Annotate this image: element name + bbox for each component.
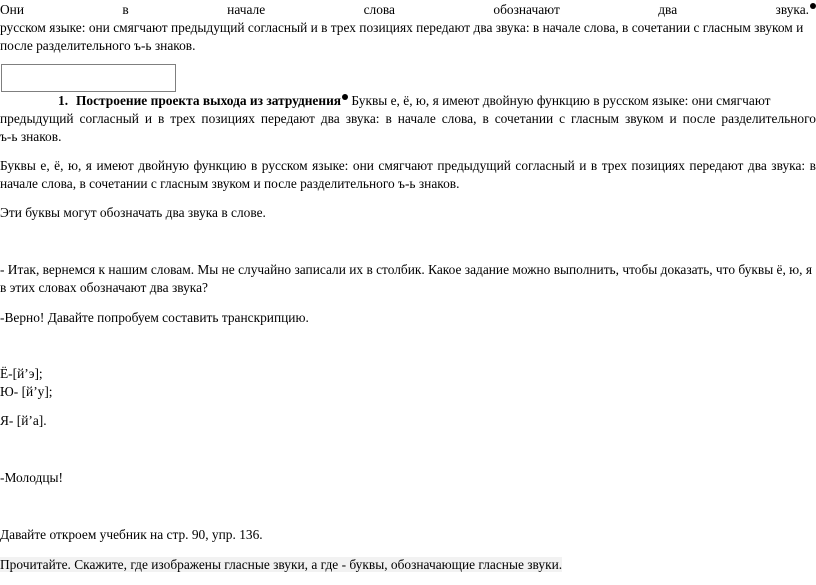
word: два bbox=[320, 111, 340, 126]
word: согласный bbox=[79, 111, 139, 126]
empty-text-box bbox=[1, 64, 176, 92]
word: согласный bbox=[515, 158, 575, 173]
word: два bbox=[658, 2, 678, 17]
word: и bbox=[669, 111, 677, 126]
word: гласным bbox=[571, 111, 620, 126]
word: языке: bbox=[312, 158, 349, 173]
para7-line bbox=[0, 557, 816, 573]
word: трех bbox=[170, 111, 196, 126]
word: звука: bbox=[345, 111, 380, 126]
word: в bbox=[590, 158, 598, 173]
word: и bbox=[579, 158, 587, 173]
bullet-dot-icon bbox=[810, 3, 816, 9]
section-number: 1. bbox=[58, 93, 69, 108]
section-line-3: ъ-ь знаков. bbox=[0, 129, 62, 144]
para6: Давайте откроем учебник на стр. 90, упр. 136. bbox=[0, 527, 263, 542]
word: русском bbox=[261, 158, 308, 173]
word: позициях bbox=[631, 158, 685, 173]
word: в bbox=[250, 158, 258, 173]
word: в bbox=[482, 111, 489, 126]
transcription-yu: Ю- [й’у]; bbox=[0, 384, 53, 399]
word: звука: bbox=[771, 158, 806, 173]
word: передают bbox=[260, 111, 315, 126]
word: с bbox=[559, 111, 566, 126]
word: ю, bbox=[67, 158, 82, 173]
word: в bbox=[122, 2, 129, 17]
word: трех bbox=[601, 158, 627, 173]
word: и bbox=[144, 111, 153, 126]
word: в bbox=[385, 111, 392, 126]
word: передают bbox=[689, 158, 744, 173]
word: имеют bbox=[96, 158, 134, 173]
word: смягчают bbox=[378, 158, 433, 173]
para3-line-2: в этих словах обозначают два звука? bbox=[0, 280, 208, 295]
para2: Эти буквы могут обозначать два звука в слове. bbox=[0, 205, 266, 220]
word: двойную bbox=[138, 158, 189, 173]
para3-line-1: - Итак, вернемся к нашим словам. Мы не случайно записали их в столбик. Какое задание можно выполнить, чтобы доказать, что буквы ё, ю, я bbox=[0, 262, 813, 277]
word: они bbox=[352, 158, 374, 173]
word: в bbox=[157, 111, 165, 126]
transcription-yo: Ё-[й’э]; bbox=[0, 366, 43, 381]
word: функцию bbox=[193, 158, 247, 173]
section-justified-line bbox=[0, 111, 816, 127]
top-justified-line bbox=[0, 2, 816, 18]
word: предыдущий bbox=[0, 111, 74, 126]
word: предыдущий bbox=[437, 158, 511, 173]
word: позициях bbox=[201, 111, 255, 126]
word: е, bbox=[40, 158, 50, 173]
word: в bbox=[809, 158, 816, 173]
para4: -Верно! Давайте попробуем составить транскрипцию. bbox=[0, 310, 309, 325]
word: звуком bbox=[625, 111, 664, 126]
word: начале bbox=[397, 111, 436, 126]
para1-justified-line bbox=[0, 158, 816, 174]
word: ё, bbox=[54, 158, 64, 173]
word: обозначают bbox=[493, 2, 560, 17]
word: разделительного bbox=[721, 111, 816, 126]
word: слова bbox=[363, 2, 395, 17]
word-with-dot bbox=[776, 2, 816, 18]
section-title: Построение проекта выхода из затруднения bbox=[76, 93, 342, 108]
word: звука. bbox=[775, 2, 809, 17]
section-line1-rest: Буквы е, ё, ю, я имеют двойную функцию в русском языке: они смягчают bbox=[348, 93, 771, 108]
para1-line-2: начале слова, в сочетании с гласным звуком и после разделительного ъ-ь знаков. bbox=[0, 176, 460, 191]
word: Буквы bbox=[0, 158, 36, 173]
word: после bbox=[682, 111, 716, 126]
word: я bbox=[85, 158, 92, 173]
top-line-3: после разделительного ъ-ь знаков. bbox=[0, 38, 196, 53]
para7: Прочитайте. Скажите, где изображены гласные звуки, а где - буквы, обозначающие гласные звуки. bbox=[0, 557, 563, 572]
para5: -Молодцы! bbox=[0, 470, 63, 485]
top-line-2: русском языке: они смягчают предыдущий согласный и в трех позициях передают два звука: в начале слова, в сочетании с гласным звуком и bbox=[0, 20, 804, 35]
word: два bbox=[747, 158, 767, 173]
word: слова, bbox=[441, 111, 477, 126]
word: сочетании bbox=[494, 111, 554, 126]
transcription-ya: Я- [й’а]. bbox=[0, 413, 47, 428]
word: начале bbox=[227, 2, 266, 17]
word: Они bbox=[0, 2, 25, 17]
section-heading-line bbox=[0, 93, 816, 109]
